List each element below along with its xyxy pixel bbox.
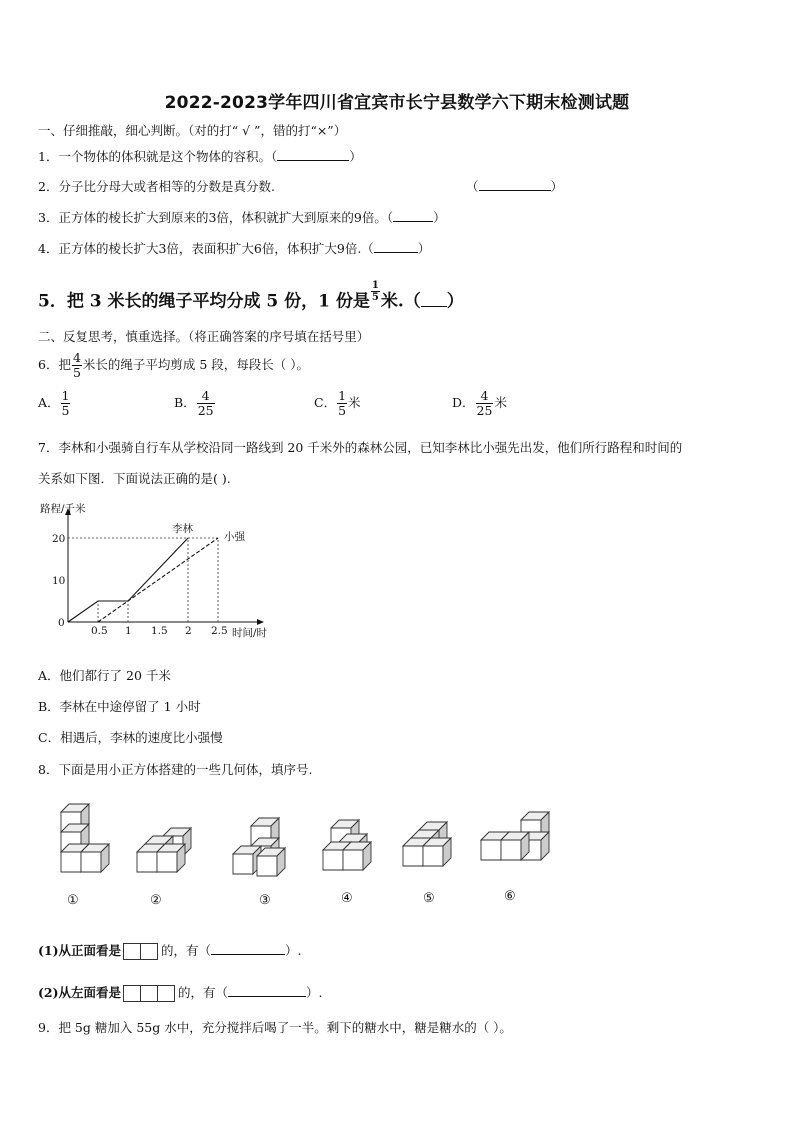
question-5-text: 5．把 3 米长的绳子平均分成 5 份，1 份是 — [38, 291, 370, 312]
answer-blank-3[interactable] — [393, 209, 433, 222]
question-2-answer: （ ） — [466, 179, 564, 194]
question-4-text: 4．正方体的棱长扩大3倍，表面积扩大6倍，体积扩大9倍.（ — [38, 241, 374, 256]
cube-figure-5 — [403, 822, 451, 866]
question-7-line-2: 关系如下图．下面说法正确的是( ). — [38, 471, 231, 486]
distance-time-chart — [28, 498, 298, 648]
x-tick-label: 2 — [185, 625, 192, 637]
cube-figure-1 — [61, 804, 109, 872]
question-8-sub-2: (2)从左面看是 的，有（ ）. — [38, 985, 323, 1000]
question-5: 5．把 3 米长的绳子平均分成 5 份，1 份是 $\frac{1}{5}$ 米.（ ） — [38, 280, 464, 312]
question-5-text-2: 米.（ — [380, 291, 421, 312]
figure-label-5: ⑤ — [423, 891, 435, 906]
question-9-text: 9．把 5g 糖加入 55g 水中，充分搅拌后喝了一半。剩下的糖水中，糖是糖水的（ ）。 — [38, 1020, 512, 1035]
y-tick-label: 20 — [52, 533, 66, 545]
x-tick-label: 0.5 — [91, 625, 108, 637]
left-view-boxes — [124, 985, 175, 1002]
question-6-fraction: $\frac{4}{5}$ — [72, 350, 81, 380]
question-7-line-1: 7．李林和小强骑自行车从学校沿同一路线到 20 千米外的森林公园，已知李林比小强先出发，他们所行路程和时间的 — [38, 440, 683, 455]
question-2-text: 2．分子比分母大或者相等的分数是真分数. — [38, 179, 275, 194]
answer-blank-2[interactable] — [479, 178, 551, 191]
x-tick-label: 2.5 — [211, 625, 228, 637]
question-8-text: 8．下面是用小正方体搭建的一些几何体，填序号. — [38, 762, 313, 777]
x-tick-label: 1.5 — [151, 625, 168, 637]
option-c[interactable]: C． $\frac{1}{5}$ 米 — [314, 388, 361, 418]
option-d[interactable]: D． $\frac{4}{25}$ 米 — [452, 388, 507, 418]
question-7-option-b[interactable]: B．李林在中途停留了 1 小时 — [38, 699, 201, 714]
section-2-heading: 二、反复思考，慎重选择。（将正确答案的序号填在括号里） — [38, 329, 370, 344]
cube-figure-6 — [481, 812, 549, 860]
answer-blank-4[interactable] — [374, 240, 418, 253]
answer-blank-8-2[interactable] — [228, 984, 306, 997]
answer-blank-5[interactable] — [421, 294, 447, 307]
series-label-1: 李林 — [172, 523, 193, 535]
question-7-option-c[interactable]: C．相遇后，李林的速度比小强慢 — [38, 730, 223, 745]
question-3-text: 3．正方体的棱长扩大到原来的3倍，体积就扩大到原来的9倍。（ — [38, 210, 394, 225]
x-tick-label: 1 — [125, 625, 132, 637]
y-axis-label: 路程/千米 — [40, 503, 86, 515]
front-view-boxes — [124, 943, 158, 960]
answer-blank-1[interactable] — [277, 148, 349, 161]
question-3: 3．正方体的棱长扩大到原来的3倍，体积就扩大到原来的9倍。（ ） — [38, 210, 446, 225]
cube-figures — [35, 792, 575, 917]
option-b[interactable]: B． $\frac{4}{25}$ — [174, 388, 214, 418]
figure-label-2: ② — [150, 893, 162, 908]
question-8-sub-1: (1)从正面看是 的，有（ ）. — [38, 943, 302, 958]
cube-figure-2 — [137, 828, 191, 872]
y-tick-label: 10 — [52, 575, 66, 587]
question-7-option-a[interactable]: A．他们都行了 20 千米 — [38, 668, 171, 683]
y-tick-label: 0 — [58, 617, 65, 629]
figure-label-3: ③ — [259, 893, 271, 908]
option-a[interactable]: A． $\frac{1}{5}$ — [38, 388, 70, 418]
cube-figure-3 — [233, 818, 285, 876]
question-1: 1．一个物体的体积就是这个物体的容积。（ ） — [38, 149, 362, 164]
x-axis-label: 时间/时 — [232, 627, 268, 639]
section-1-heading: 一、仔细推敲，细心判断。（对的打“ √ ”，错的打“×”） — [38, 123, 347, 138]
figure-label-1: ① — [67, 893, 79, 908]
series-label-2: 小强 — [224, 531, 245, 543]
series-line-2 — [98, 538, 218, 622]
cube-figure-4 — [323, 820, 371, 870]
question-4: 4．正方体的棱长扩大3倍，表面积扩大6倍，体积扩大9倍.（ ） — [38, 241, 431, 256]
question-1-text: 1．一个物体的体积就是这个物体的容积。（ — [38, 149, 278, 164]
figure-label-4: ④ — [341, 891, 353, 906]
figure-label-6: ⑥ — [504, 889, 516, 904]
question-6: 6．把 $\frac{4}{5}$ 米长的绳子平均剪成 5 段，每段长（ ）。 — [38, 350, 310, 380]
x-axis-arrow — [257, 619, 264, 625]
question-5-fraction: $\frac{1}{5}$ — [371, 280, 379, 303]
page-title: 2022-2023学年四川省宜宾市长宁县数学六下期末检测试题 — [164, 93, 630, 113]
answer-blank-8-1[interactable] — [211, 942, 285, 955]
